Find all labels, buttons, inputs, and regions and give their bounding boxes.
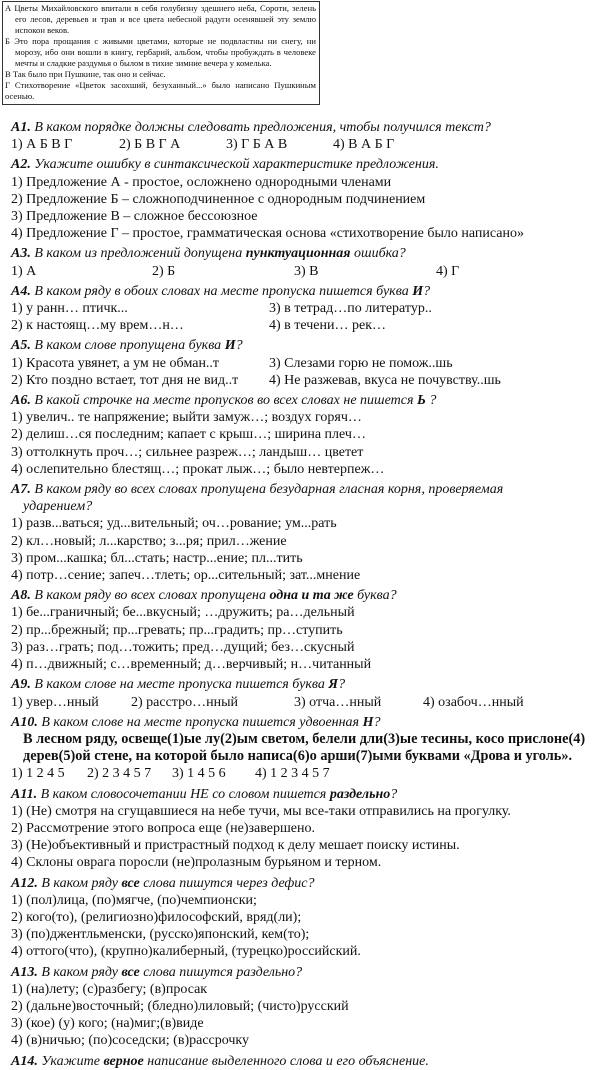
answer-option[interactable]: 2) кл…новый; л...карство; з...ря; прил…жение [11, 533, 287, 549]
answer-option[interactable]: 4) 1 2 3 4 5 7 [255, 766, 330, 782]
task-sentence: дерев(5)ой стене, на которой было написа(6)о арши(7)ыми буквами «Дрова и уголь». [23, 748, 573, 765]
answer-row [11, 998, 608, 1015]
answer-option[interactable]: 3) 1 4 5 6 [172, 766, 226, 782]
prompt-text: слова пишутся через дефис? [139, 875, 315, 891]
emphasis: И [224, 338, 236, 354]
task-sentence: В лесном ряду, освеще(1)ые лу(2)ым светом, белели дли(3)ые тесины, косо прислоне(4) [23, 730, 586, 747]
answer-option[interactable]: 2) Б [152, 263, 176, 279]
answer-option[interactable]: 3) Слезами горю не помож..шь [269, 355, 453, 371]
question-number: А10. [11, 714, 38, 730]
question-1 [11, 119, 608, 153]
answer-option[interactable]: 3) в тетрад…по литератур.. [269, 301, 432, 317]
prompt-text: ? [390, 786, 398, 802]
answer-row [11, 409, 608, 426]
question-11 [11, 786, 608, 872]
prompt-text: буква? [353, 588, 397, 604]
question-5 [11, 337, 608, 389]
answer-row [11, 300, 608, 317]
prompt-text: В какой строчке на месте пропусков во всех словах не пишется [34, 393, 417, 409]
prompt-text: ? [425, 393, 437, 409]
prompt-text: В каком ряду в обоих словах на месте пропуска пишется буква [34, 283, 413, 299]
prompt-text: В каком из предложений допущена [34, 246, 246, 262]
prompt-text: В каком слове на месте пропуска пишется буква [34, 677, 329, 693]
answer-option[interactable]: 1) А Б В Г [11, 137, 73, 153]
answer-option[interactable]: 3) отча…нный [294, 694, 382, 710]
answer-row [11, 803, 608, 820]
answer-row [11, 837, 608, 854]
answer-option[interactable]: 1) Предложение А - простое, осложнено однородными членами [11, 174, 392, 190]
answer-option[interactable]: 3) (по)джентльменски, (русско)японский, кем(то); [11, 927, 310, 943]
answer-option[interactable]: 1) разв...ваться; уд...вительный; оч…рование; ум...рать [11, 516, 337, 532]
answer-option[interactable]: 4) Предложение Г – простое, грамматическая основа «стихотворение было написано» [11, 226, 524, 242]
emphasis: все [121, 875, 140, 891]
answer-option[interactable]: 2) Рассмотрение этого вопроса еще (не)завершено. [11, 820, 315, 836]
emphasis: одна и та же [269, 588, 354, 604]
answer-option[interactable]: 2) пр...брежный; пр...гревать; пр...градить; пр…ступить [11, 622, 343, 638]
answer-option[interactable]: 4) Склоны оврага поросли (не)пролазным бурьяном и терном. [11, 855, 382, 871]
emphasis: Я [328, 677, 339, 693]
answer-option[interactable]: 2) расстро…нный [131, 694, 238, 710]
answer-option[interactable]: 2) Предложение Б – сложноподчиненное с однородным подчинением [11, 191, 426, 207]
question-9 [11, 676, 608, 710]
answer-row [11, 639, 608, 656]
answer-option[interactable]: 1) (на)лету; (с)разбегу; (в)просак [11, 981, 208, 997]
question-4 [11, 283, 608, 335]
answer-row [11, 355, 608, 372]
answer-row [11, 892, 608, 909]
question-prompt [11, 119, 608, 136]
answer-option[interactable]: 4) Г [436, 263, 460, 279]
answer-row [11, 426, 608, 443]
prompt-text: Укажите [41, 1053, 104, 1069]
answer-option[interactable]: 2) 2 3 4 5 7 [87, 766, 152, 782]
answer-row [11, 136, 608, 153]
answer-option[interactable]: 1) у ранн… птичк... [11, 301, 128, 317]
answer-option[interactable]: 4) в течени… рек… [269, 318, 387, 334]
question-number: А8. [11, 588, 31, 604]
answer-row [11, 225, 608, 242]
prompt-text: В каком ряду во всех словах пропущена безударная гласная корня, проверяемая [34, 482, 504, 498]
prompt-text: ошибка? [350, 246, 406, 262]
question-6 [11, 392, 608, 478]
answer-option[interactable]: 1) А [11, 263, 37, 279]
prompt-text: написание выделенного слова и его объяснение. [143, 1053, 429, 1069]
prompt-text: ? [373, 714, 381, 730]
emphasis: Ь [416, 393, 426, 409]
answer-option[interactable]: 2) кого(то), (религиозно)философский, вряд(ли); [11, 909, 302, 925]
question-prompt [11, 786, 608, 803]
question-prompt [11, 1053, 608, 1070]
answer-option[interactable]: 3) пром...кашка; бл...стать; настр...ение; пл...тить [11, 550, 303, 566]
prompt-text: ударением? [23, 499, 93, 515]
question-3 [11, 245, 608, 279]
question-7 [11, 481, 608, 584]
question-number: А11. [11, 786, 38, 802]
answer-row [11, 765, 608, 782]
prompt-text: В каком ряду [41, 875, 122, 891]
answer-row [11, 533, 608, 550]
answer-row [11, 208, 608, 225]
question-prompt [11, 587, 608, 604]
answer-row [11, 694, 608, 711]
question-number: А4. [11, 283, 31, 299]
sentence-a: А Цветы Михайловского впитали в себя голубизну здешнего неба, Сороти, зелень его лесов, деревьев и трав и все цвета небесной радуги осенявшей эту землю испокон веков. [5, 3, 316, 35]
sentence-v: В Так было при Пушкине, так оно и сейчас. [5, 69, 166, 79]
answer-row [11, 820, 608, 837]
prompt-text: В каком словосочетании НЕ со словом пишется [40, 786, 330, 802]
answer-option[interactable]: 3) Предложение В – сложное бессоюзное [11, 209, 258, 225]
answer-row [11, 515, 608, 532]
answer-option[interactable]: 4) потр…сение; запеч…тлеть; ор...сительный; зат...мнение [11, 568, 361, 584]
answer-option[interactable]: 2) Б В Г А [119, 137, 181, 153]
answer-option[interactable]: 2) делиш…ся последним; капает с крыш…; ширина плеч… [11, 427, 366, 443]
answer-option[interactable]: 1) увелич.. те напряжение; выйти замуж…; воздух горяч… [11, 410, 362, 426]
answer-option[interactable]: 3) (кое) (у) кого; (на)миг;(в)виде [11, 1016, 204, 1032]
answer-row [11, 461, 608, 478]
answer-option[interactable]: 1) (Не) смотря на сгущавшиеся на небе тучи, мы все-таки отправились на прогулку. [11, 803, 511, 819]
prompt-text: ? [235, 338, 243, 354]
question-prompt [11, 156, 608, 173]
answer-row [11, 444, 608, 461]
answer-option[interactable]: 2) Кто поздно встает, тот дня не вид..т [11, 372, 239, 388]
answer-row [11, 656, 608, 673]
answer-row [11, 622, 608, 639]
answer-option[interactable]: 3) В [294, 263, 319, 279]
question-prompt [11, 283, 608, 300]
emphasis: пунктуационная [245, 246, 351, 262]
question-14 [11, 1053, 608, 1070]
question-8 [11, 587, 608, 673]
answer-option[interactable]: 4) озабоч…нный [423, 694, 524, 710]
answer-row [11, 567, 608, 584]
sentence-b: Б Это пора прощания с живыми цветами, которые не подвластны ни снегу, ни морозу, ибо они вошли в книгу, гербарий, альбом, чтобы пробуждать в человеке мечты и сладкие раздумья о былом в тихие зимние вечера у комелька. [5, 36, 316, 68]
answer-option[interactable]: 1) бе...граничный; бе...вкусный; …дружить; ра…дельный [11, 605, 355, 621]
question-13 [11, 964, 608, 1050]
answer-option[interactable]: 4) ослепительно блестящ…; прокат лыж…; было невтерпеж… [11, 461, 385, 477]
question-number: А3. [11, 246, 31, 262]
prompt-text: В каком порядке должны следовать предложения, чтобы получился текст? [34, 120, 491, 135]
answer-row [11, 604, 608, 621]
answer-row [11, 854, 608, 871]
answer-row [11, 174, 608, 191]
answer-row [11, 372, 608, 389]
emphasis: Н [362, 714, 374, 730]
answer-row [11, 317, 608, 334]
prompt-text: Укажите ошибку в синтаксической характеристике предложения. [34, 157, 439, 173]
emphasis: раздельно [329, 786, 391, 802]
answer-row [11, 1032, 608, 1049]
question-number: А5. [11, 338, 31, 354]
answer-option[interactable]: 4) Не разжевав, вкуса не почувству..шь [269, 372, 501, 388]
answer-row [11, 550, 608, 567]
answer-row [11, 263, 608, 280]
answer-option[interactable]: 4) В А Б Г [333, 137, 395, 153]
answer-row [11, 909, 608, 926]
question-number: А2. [11, 157, 31, 173]
question-prompt [11, 392, 608, 409]
prompt-text: В каком слове на месте пропуска пишется удвоенная [41, 714, 363, 730]
answer-option[interactable]: 1) 1 2 4 5 [11, 766, 65, 782]
sentence-g: Г Стихотворение «Цветок засохший, безуханный...» было написано Пушкиным осенью. [5, 80, 316, 101]
prompt-text: В каком ряду [41, 964, 122, 980]
answer-option[interactable]: 1) увер…нный [11, 694, 99, 710]
answer-option[interactable]: 3) раз…грать; под…тожить; пред…дущий; без…скусный [11, 639, 355, 655]
emphasis: все [121, 964, 140, 980]
source-text-box [2, 1, 320, 105]
question-prompt [11, 964, 608, 981]
question-prompt [11, 337, 608, 354]
answer-option[interactable]: 2) (дальне)восточный; (бледно)лиловый; (чисто)русский [11, 998, 349, 1014]
answer-option[interactable]: 3) Г Б А В [226, 137, 288, 153]
answer-option[interactable]: 4) п…движный; с…временный; д…верчивый; н…читанный [11, 657, 372, 673]
emphasis: верное [103, 1053, 144, 1069]
question-prompt [11, 245, 608, 262]
emphasis: И [412, 283, 424, 299]
answer-option[interactable]: 1) (пол)лица, (по)мягче, (по)чемпионски; [11, 892, 257, 908]
answer-option[interactable]: 3) оттолкнуть проч…; сильнее разреж…; ландыш… цветет [11, 444, 364, 460]
question-2 [11, 156, 608, 242]
answer-option[interactable]: 4) оттого(что), (крупно)калиберный, (турецко)российский. [11, 944, 361, 960]
question-list [11, 119, 608, 1070]
answer-option[interactable]: 4) (в)ничью; (по)соседски; (в)рассрочку [11, 1033, 250, 1049]
prompt-text: В каком ряду во всех словах пропущена [34, 588, 270, 604]
question-number: А12. [11, 875, 38, 891]
answer-option[interactable]: 3) (Не)объективный и пристрастный подход к делу мешает поиску истины. [11, 838, 460, 854]
question-number: А1. [11, 120, 31, 135]
prompt-text: слова пишутся раздельно? [139, 964, 303, 980]
answer-row [11, 1015, 608, 1032]
answer-option[interactable]: 1) Красота увянет, а ум не обман..т [11, 355, 220, 371]
answer-row [11, 981, 608, 998]
question-10 [11, 714, 608, 783]
answer-row [11, 943, 608, 960]
answer-option[interactable]: 2) к настоящ…му врем…н… [11, 318, 184, 334]
question-number: А9. [11, 677, 31, 693]
prompt-text: ? [338, 677, 346, 693]
answer-row [11, 191, 608, 208]
question-prompt [11, 676, 608, 693]
question-number: А7. [11, 482, 31, 498]
question-number: А6. [11, 393, 31, 409]
question-prompt [11, 714, 608, 731]
question-number: А13. [11, 964, 38, 980]
prompt-text: ? [423, 283, 431, 299]
question-number: А14. [11, 1053, 38, 1069]
question-prompt [11, 875, 608, 892]
answer-row [11, 926, 608, 943]
question-prompt [11, 498, 608, 515]
question-prompt [11, 481, 608, 498]
prompt-text: В каком слове пропущена буква [34, 338, 225, 354]
question-12 [11, 875, 608, 961]
